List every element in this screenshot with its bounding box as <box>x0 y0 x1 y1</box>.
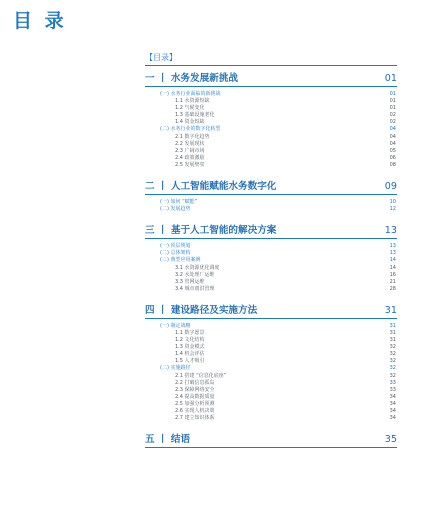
entry-page-number: 14 <box>389 257 396 264</box>
entry-page-number: 34 <box>389 400 396 407</box>
entry-label: 2.1 数字化趋势 <box>175 133 210 140</box>
entry-page-number: 31 <box>389 337 396 344</box>
entry-page-number: 32 <box>389 372 396 379</box>
toc-chapter-heading[interactable] <box>145 219 397 239</box>
entry-label: 2.4 政策激励 <box>175 154 205 161</box>
entry-label: 1.4 机会评估 <box>175 351 205 358</box>
chapter-title: 二 丨 人工智能赋能水务数字化 <box>145 181 277 193</box>
entry-page-number: 05 <box>389 147 396 154</box>
toc-label: 【目录】 <box>145 53 177 62</box>
entry-page-number: 08 <box>389 161 396 168</box>
toc-entry-group <box>145 195 397 217</box>
entry-page-number: 10 <box>389 199 396 206</box>
entry-page-number: 31 <box>389 322 396 329</box>
entry-label: 2.2 打破信息孤岛 <box>175 379 215 386</box>
toc-chapter-heading[interactable] <box>145 65 397 87</box>
entry-page-number: 02 <box>389 119 396 126</box>
toc-section-entry[interactable] <box>145 257 397 264</box>
entry-label: 2.7 建立知识体系 <box>175 415 215 422</box>
toc-subsection-entry[interactable] <box>145 162 397 169</box>
toc-entry-group <box>145 319 397 426</box>
toc-subsection-entry[interactable] <box>145 373 397 380</box>
entry-label: 1.4 资金短缺 <box>175 119 205 126</box>
entry-page-number: 04 <box>389 133 396 140</box>
entry-label: 1.1 水资源短缺 <box>175 98 210 105</box>
entry-page-number: 33 <box>389 379 396 386</box>
entry-label: 2.4 提高数据质量 <box>175 393 215 400</box>
entry-page-number: 13 <box>389 250 396 257</box>
toc-subsection-entry[interactable] <box>145 415 397 422</box>
entry-label: (二) 发展趋势 <box>160 206 191 213</box>
entry-page-number: 31 <box>389 329 396 336</box>
toc-subsection-entry[interactable] <box>145 380 397 387</box>
entry-label: 1.1 数字愿景 <box>175 329 205 336</box>
entry-page-number: 34 <box>389 408 396 414</box>
entry-label: 3.1 水资源优化调度 <box>175 264 220 271</box>
entry-page-number: 01 <box>389 91 396 97</box>
toc-subsection-entry[interactable] <box>145 387 397 394</box>
entry-page-number: 01 <box>389 98 396 105</box>
entry-label: (一) 制定战略 <box>160 322 191 329</box>
entry-page-number: 01 <box>389 105 396 112</box>
toc-subsection-entry[interactable] <box>145 265 397 272</box>
entry-label: (二) 总体架构 <box>160 250 191 257</box>
entry-label: (一) 如何 “赋能” <box>160 199 198 206</box>
entry-label: (二) 实施路径 <box>160 365 191 372</box>
toc-subsection-entry[interactable] <box>145 272 397 279</box>
toc-subsection-entry[interactable] <box>145 330 397 337</box>
chapter-title: 三 丨 基于人工智能的解决方案 <box>145 225 277 237</box>
chapter-title: 五 丨 结语 <box>145 434 191 446</box>
entry-label: 3.4 城市雨洪管理 <box>175 285 215 292</box>
entry-label: 2.3 保障网络安全 <box>175 386 215 393</box>
toc-subsection-entry[interactable] <box>145 394 397 401</box>
entry-label: 1.5 人才吸引 <box>175 358 205 365</box>
entry-label: (三) 典型应用案例 <box>160 257 201 264</box>
entry-label: 2.2 发展现状 <box>175 140 205 147</box>
entry-label: 2.5 加强分析预测 <box>175 400 215 407</box>
entry-label: 2.6 实现人机决策 <box>175 408 215 414</box>
toc-subsection-entry[interactable] <box>145 134 397 141</box>
toc-subsection-entry[interactable] <box>145 155 397 162</box>
entry-page-number: 34 <box>389 393 396 400</box>
table-of-contents <box>145 50 397 448</box>
toc-subsection-entry[interactable] <box>145 141 397 148</box>
entry-label: 2.5 发展壁垒 <box>175 161 205 168</box>
entry-page-number: 04 <box>389 126 396 133</box>
toc-chapter-heading[interactable] <box>145 428 397 448</box>
entry-label: 1.2 气候变化 <box>175 105 205 112</box>
toc-section-entry[interactable] <box>145 323 397 330</box>
toc-entry-group <box>145 87 397 173</box>
entry-label: (一) 水务行业面临的新挑战 <box>160 91 221 97</box>
entry-page-number: 33 <box>389 386 396 393</box>
entry-label: 1.3 基础设施老化 <box>175 112 215 119</box>
toc-chapter-heading[interactable] <box>145 175 397 195</box>
toc-section-entry[interactable] <box>145 365 397 372</box>
entry-page-number: 13 <box>389 243 396 250</box>
chapter-title: 一 丨 水务发展新挑战 <box>145 73 239 84</box>
chapter-page-number: 01 <box>384 73 397 84</box>
entry-page-number: 32 <box>389 358 396 365</box>
entry-label: 3.2 水处理厂运维 <box>175 271 215 278</box>
toc-subsection-entry[interactable] <box>145 401 397 408</box>
chapter-title: 四 丨 建设路径及实施方法 <box>145 304 258 316</box>
entry-label: 1.3 资金模式 <box>175 344 205 351</box>
toc-entry-group <box>145 239 397 297</box>
toc-section-entry[interactable] <box>145 206 397 213</box>
entry-page-number: 34 <box>389 415 396 422</box>
chapter-page-number: 13 <box>384 225 397 237</box>
entry-page-number: 06 <box>389 154 396 161</box>
entry-label: (一) 顶层规划 <box>160 243 191 250</box>
entry-page-number: 28 <box>389 285 396 292</box>
entry-page-number: 21 <box>389 278 396 285</box>
entry-label: 2.1 搭建 “信息化底座” <box>175 372 227 379</box>
entry-page-number: 14 <box>389 264 396 271</box>
entry-page-number: 32 <box>389 344 396 351</box>
chapter-page-number: 31 <box>384 304 397 316</box>
entry-label: 2.3 广阔市场 <box>175 147 205 154</box>
entry-page-number: 04 <box>389 140 396 147</box>
toc-chapter-heading[interactable] <box>145 299 397 319</box>
toc-subsection-entry[interactable] <box>145 148 397 155</box>
entry-page-number: 12 <box>389 206 396 213</box>
entry-page-number: 32 <box>389 351 396 358</box>
entry-label: (二) 水务行业的数字化转型 <box>160 126 221 133</box>
toc-subsection-entry[interactable] <box>145 279 397 286</box>
entry-page-number: 16 <box>389 271 396 278</box>
chapter-page-number: 09 <box>384 181 397 193</box>
toc-section-entry[interactable] <box>145 126 397 133</box>
entry-page-number: 32 <box>389 365 396 372</box>
page-title: 目 录 <box>13 10 67 32</box>
entry-page-number: 02 <box>389 112 396 119</box>
entry-label: 3.3 管网运维 <box>175 278 205 285</box>
chapter-page-number: 35 <box>384 434 397 446</box>
toc-subsection-entry[interactable] <box>145 286 397 293</box>
entry-label: 1.2 文化结构 <box>175 337 205 344</box>
